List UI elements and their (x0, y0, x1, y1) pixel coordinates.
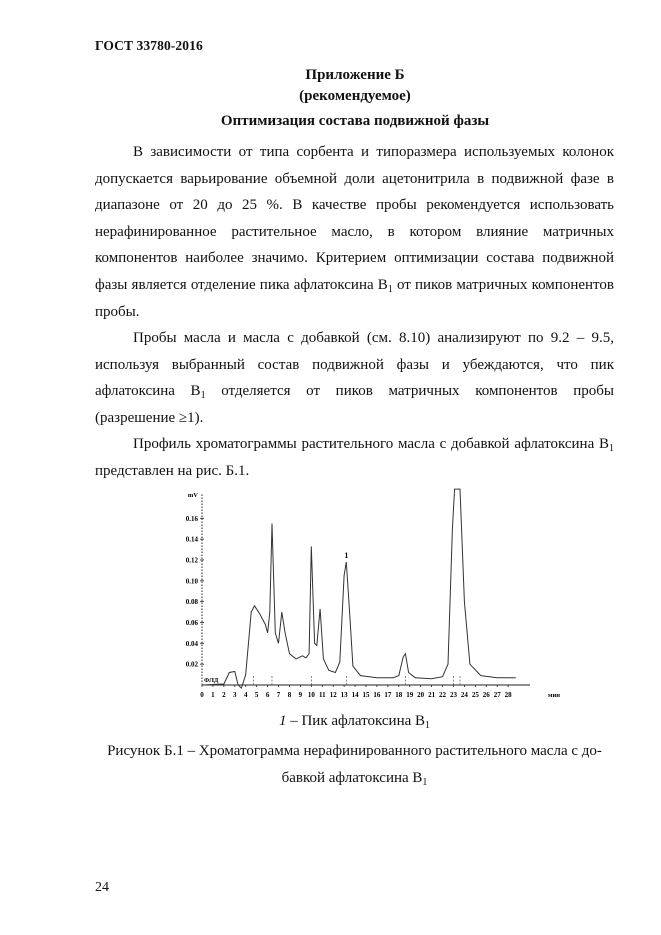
x-tick-label: 12 (329, 691, 337, 699)
paragraph-3-text-end: представлен на рис. Б.1. (95, 462, 250, 479)
x-tick-label: 27 (493, 691, 501, 699)
x-tick-label: 15 (362, 691, 370, 699)
paragraph-3-text: Профиль хроматограммы растительного масла с добавкой афлатоксина В (133, 436, 609, 452)
subscript: 1 (425, 720, 431, 731)
x-tick-label: 4 (243, 691, 248, 699)
chromatogram-trace (202, 489, 516, 688)
caption-line-2: бавкой афлатоксина В (281, 770, 423, 786)
x-tick-label: 18 (395, 691, 403, 699)
x-tick-label: 16 (373, 691, 381, 699)
paragraph-2-text-end: отделяется от пиков матричных компонентов пробы (разрешение ≥1). (95, 383, 615, 426)
y-tick-label: 0.16 (185, 514, 198, 523)
detector-label: ФЛД (204, 677, 219, 684)
x-tick-label: 8 (287, 691, 292, 699)
figure-legend (95, 713, 614, 730)
figure-caption (95, 738, 614, 792)
x-tick-label: 28 (504, 691, 512, 699)
x-tick-label: 9 (298, 691, 303, 699)
y-tick-label: 0.14 (185, 535, 198, 544)
y-tick-label: 0.06 (185, 618, 198, 627)
x-tick-label: 5 (254, 691, 259, 699)
subscript: 1 (387, 283, 393, 295)
y-tick-label: 0.12 (185, 556, 198, 565)
x-tick-label: 11 (318, 691, 326, 699)
x-tick-label: 17 (384, 691, 392, 699)
subscript: 1 (422, 777, 428, 788)
y-axis-label: mV (187, 492, 198, 499)
x-tick-label: 6 (265, 691, 270, 699)
legend-number: 1 (278, 713, 287, 729)
x-tick-label: 1 (211, 691, 215, 699)
x-tick-label: 10 (307, 691, 315, 699)
x-tick-label: 24 (460, 691, 468, 699)
x-tick-label: 0 (200, 691, 204, 699)
paragraph-3 (95, 431, 614, 484)
caption-line-1: Рисунок Б.1 – Хроматограмма нерафинированного растительного масла с до- (107, 743, 602, 759)
paragraph-1-text-end: от пиков матричных компонентов пробы. (95, 276, 614, 320)
x-axis-label: мин (548, 692, 560, 699)
x-tick-label: 19 (406, 691, 414, 699)
subscript: 1 (609, 443, 614, 454)
legend-text: – Пик афлатоксина В (286, 713, 426, 729)
x-tick-label: 21 (428, 691, 436, 699)
standard-number: ГОСТ 33780-2016 (95, 38, 203, 53)
x-tick-label: 22 (439, 691, 447, 699)
y-tick-label: 0.02 (185, 660, 198, 669)
paragraph-2-text: Пробы масла и масла с добавкой (см. 8.10) анализируют по 9.2 – 9.5, используя выбранный состав подвижной фазы и убеждаются, что пик афлатоксина В (95, 330, 614, 400)
x-tick-label: 25 (471, 691, 479, 699)
section-title: Оптимизация состава подвижной фазы (220, 113, 490, 129)
peak-label-aflatoxin-b1: 1 (344, 551, 349, 561)
subscript: 1 (200, 390, 206, 402)
x-tick-label: 2 (222, 691, 226, 699)
y-tick-label: 0.04 (185, 639, 198, 648)
paragraph-1 (95, 139, 614, 325)
annex-title: Приложение Б (305, 67, 405, 83)
x-tick-label: 14 (351, 691, 359, 699)
chromatogram-chart (180, 487, 560, 709)
annex-status: (рекомендуемое) (299, 88, 411, 104)
x-tick-label: 23 (449, 691, 457, 699)
paragraph-1-text: В зависимости от типа сорбента и типоразмера используемых колонок допускается варьирование объемной доли ацетонитрила в подвижной фазе в диапазоне от 20 до 25 %. В качестве пробы рекомендуется использовать нерафинированное растительное масло, в котором влияние матричных компонентов наиболее значимо. Критерием оптимизации состава подвижной фазы является отделение пика афлатоксина В (95, 144, 614, 293)
y-tick-label: 0.10 (185, 577, 198, 586)
x-tick-label: 3 (233, 691, 237, 699)
x-tick-label: 20 (417, 691, 425, 699)
page-number: 24 (95, 880, 109, 895)
x-tick-label: 26 (482, 691, 490, 699)
x-tick-label: 7 (276, 691, 281, 699)
x-tick-label: 13 (340, 691, 348, 699)
y-tick-label: 0.08 (185, 598, 198, 607)
paragraph-2 (95, 325, 614, 431)
